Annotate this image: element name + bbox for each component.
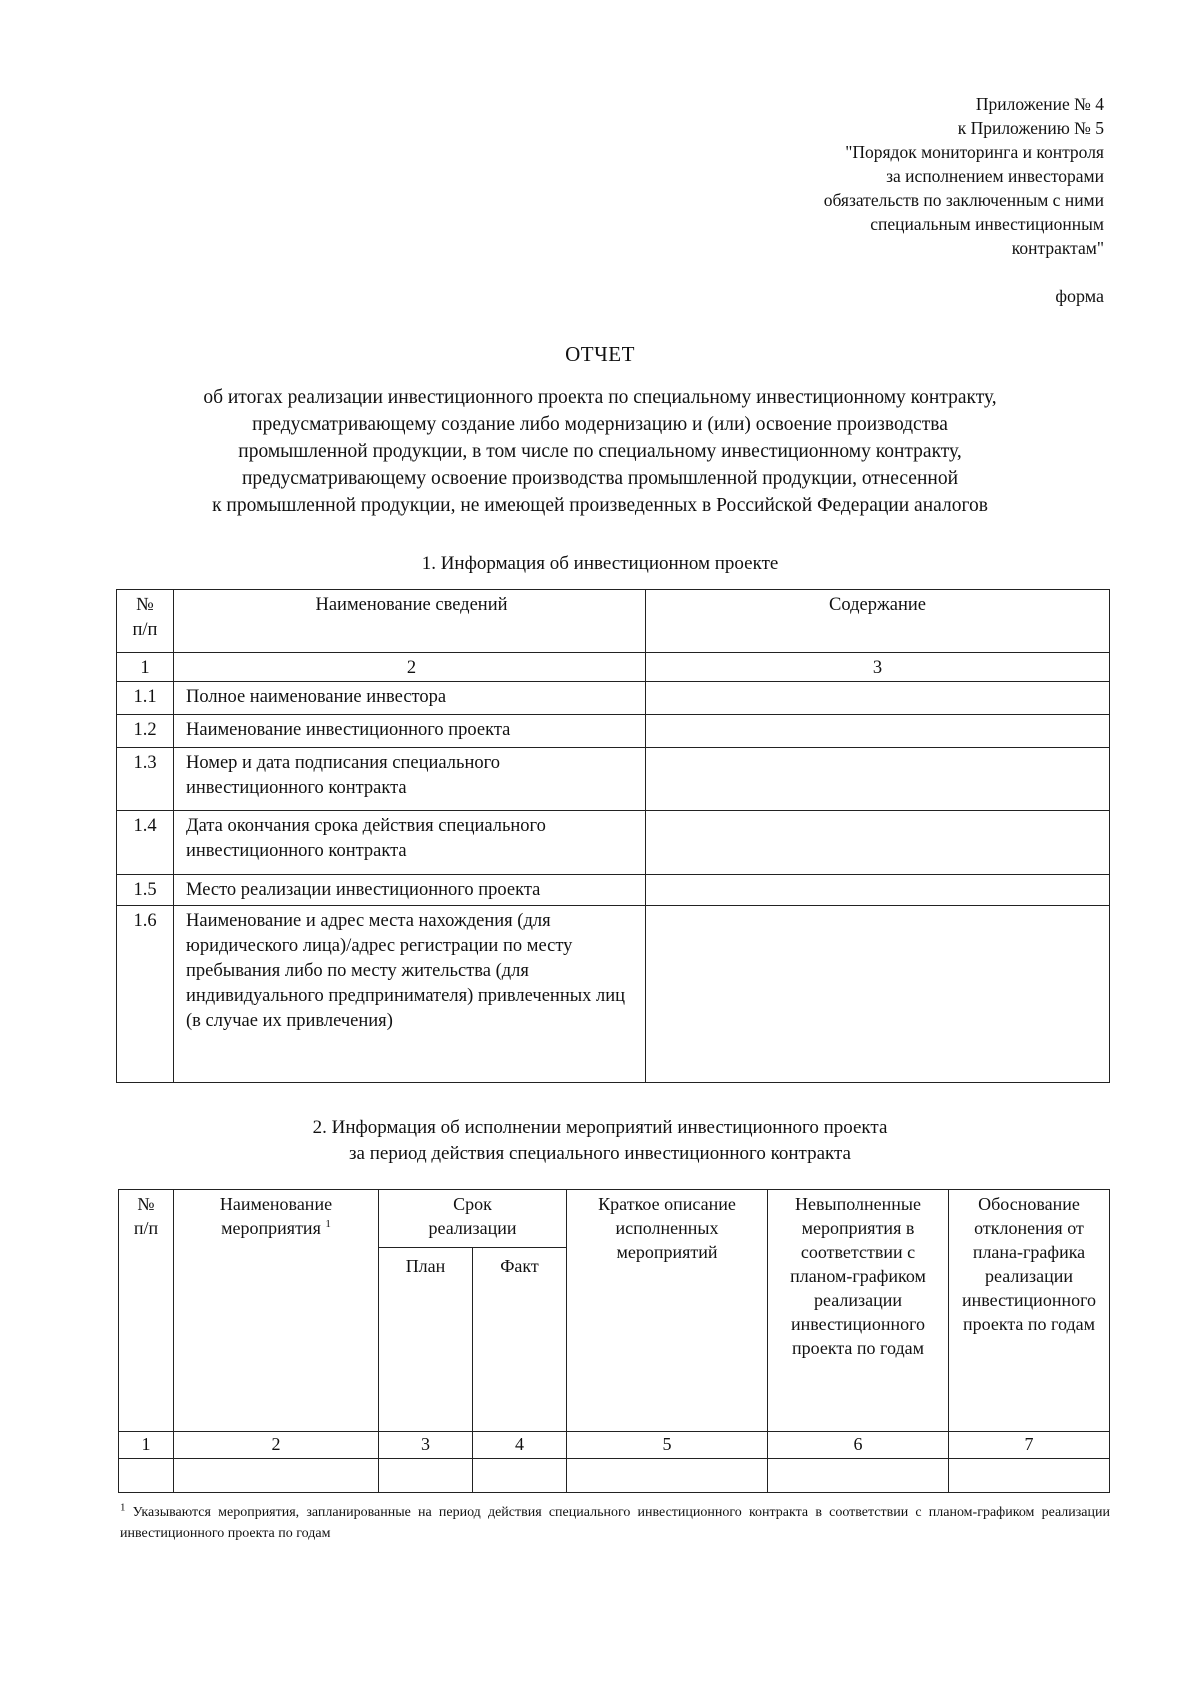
table-row [119,1459,1110,1493]
table-row [117,682,1110,715]
column-number-cell: 4 [473,1432,567,1459]
header-justification-cell: Обоснование отклонения от плана-графика реализации инвестиционного проекта по годам [949,1190,1110,1432]
row-number: 1.2 [117,715,174,748]
form-label: форма [1055,286,1104,306]
section-1-title [0,551,1200,577]
row-value-cell [646,811,1110,875]
column-number-row [117,653,1110,682]
row-label: Место реализации инвестиционного проекта [174,875,646,906]
row-number: 1.4 [117,811,174,875]
row-label: Наименование инвестиционного проекта [174,715,646,748]
header-num-cell [119,1190,174,1432]
table-row [117,748,1110,811]
column-number-cell: 3 [646,653,1110,682]
header-event-cell [174,1190,379,1432]
appendix-line: "Порядок мониторинга и контроля [845,142,1104,162]
table-row [117,811,1110,875]
footnote-marker: 1 [120,1501,126,1514]
footnote-text: Указываются мероприятия, запланированные на период действия специального инвестиционного контракта в соответствии с планом-графиком реализации инвестиционного проекта по годам [120,1505,1110,1541]
appendix-line: контрактам" [1011,238,1104,258]
table-row [117,875,1110,906]
row-label: Полное наименование инвестора [174,682,646,715]
appendix-line: за исполнением инвесторами [886,166,1104,186]
row-number: 1.6 [117,906,174,1083]
row-label: Номер и дата подписания специального инвестиционного контракта [174,748,646,811]
header-content-cell: Содержание [646,590,1110,653]
appendix-line: специальным инвестиционным [870,214,1104,234]
column-number-cell: 1 [119,1432,174,1459]
empty-cell [768,1459,949,1493]
column-number-cell: 5 [567,1432,768,1459]
subtitle-line: предусматривающему освоение производства промышленной продукции, отнесенной [241,468,959,489]
column-number-cell: 7 [949,1432,1110,1459]
table-row [117,715,1110,748]
row-value-cell [646,682,1110,715]
header-name-cell: Наименование сведений [174,590,646,653]
subtitle-line: к промышленной продукции, не имеющей произведенных в Российской Федерации аналогов [212,495,988,516]
column-number-row [119,1432,1110,1459]
empty-cell [119,1459,174,1493]
column-number-cell: 6 [768,1432,949,1459]
column-number-cell: 2 [174,1432,379,1459]
empty-cell [949,1459,1110,1493]
appendix-line: к Приложению № 5 [957,118,1104,138]
footnote [120,1502,1110,1544]
appendix-header [544,92,1104,260]
row-value-cell [646,715,1110,748]
footnote-reference: 1 [325,1218,331,1230]
empty-cell [174,1459,379,1493]
header-num-abbr: п/п [132,620,158,640]
section-2-title-line: 2. Информация об исполнении мероприятий инвестиционного проекта [312,1117,888,1138]
row-value-cell [646,906,1110,1083]
header-num-symbol: № [136,595,154,615]
subtitle-line: предусматривающему создание либо модернизацию и (или) освоение производства [252,414,948,435]
appendix-line: обязательств по заключенным с ними [823,190,1104,210]
table-row [117,906,1110,1083]
row-number: 1.5 [117,875,174,906]
report-subtitle [100,384,1100,519]
row-label: Дата окончания срока действия специального инвестиционного контракта [174,811,646,875]
section-2-title-line: за период действия специального инвестиционного контракта [349,1143,851,1164]
header-brief-cell: Краткое описание исполненных мероприятий [567,1190,768,1432]
table-header-row [117,590,1110,653]
row-number: 1.3 [117,748,174,811]
events-table [118,1189,1110,1493]
header-num-abbr: п/п [133,1218,159,1238]
header-term-cell: Срок реализации [379,1190,567,1248]
subtitle-line: об итогах реализации инвестиционного проекта по специальному инвестиционному контракту, [203,387,997,408]
header-fact-cell: Факт [473,1248,567,1432]
section-2-title [0,1115,1200,1167]
subtitle-line: промышленной продукции, в том числе по специальному инвестиционному контракту, [238,441,962,462]
row-value-cell [646,875,1110,906]
column-number-cell: 1 [117,653,174,682]
header-event-text: Наименование мероприятия [219,1194,333,1238]
project-info-table [116,589,1110,1083]
column-number-cell: 2 [174,653,646,682]
empty-cell [567,1459,768,1493]
column-number-cell: 3 [379,1432,473,1459]
section-1-title-text: 1. Информация об инвестиционном проекте [421,553,779,574]
header-num-cell [117,590,174,653]
header-num-symbol: № [137,1194,155,1214]
row-value-cell [646,748,1110,811]
empty-cell [473,1459,567,1493]
row-number: 1.1 [117,682,174,715]
row-label: Наименование и адрес места нахождения (для юридического лица)/адрес регистрации по месту пребывания либо по месту жительства (для индивидуального предпринимателя) привлеченных лиц (в случае их привлечения) [174,906,646,1083]
appendix-line: Приложение № 4 [975,94,1104,114]
report-title: ОТЧЕТ [565,342,635,366]
empty-cell [379,1459,473,1493]
header-unfulfilled-cell: Невыполненные мероприятия в соответствии с планом-графиком реализации инвестиционного проекта по годам [768,1190,949,1432]
table-header-row [119,1190,1110,1248]
header-plan-cell: План [379,1248,473,1432]
